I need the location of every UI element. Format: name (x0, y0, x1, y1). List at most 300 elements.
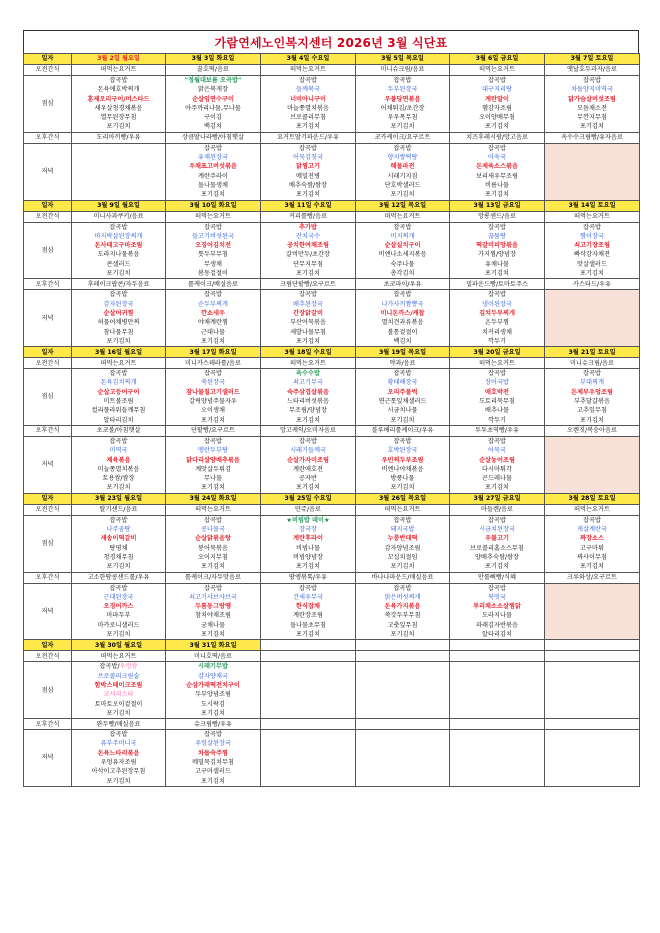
menu-item: 잡곡밥 (488, 437, 506, 445)
pm-snack-row (24, 132, 640, 143)
menu-item: 순살농어조림 (479, 456, 515, 464)
menu-item: 새우살청경채볶음 (94, 104, 143, 112)
menu-item: 우불고기 (485, 535, 509, 543)
dinner-row-cell (72, 436, 166, 493)
pm-snack-cell: 바나나파운드/매실음료 (356, 572, 450, 583)
am-snack-cell: 떠먹는요거트 (166, 504, 261, 515)
date-cell (261, 640, 356, 651)
menu-item: 고구마튀 (580, 544, 604, 552)
menu-item: 우우목무침 (387, 114, 418, 122)
menu-item: 포기김치 (485, 563, 509, 571)
menu-item: 두부양념조림 (195, 691, 231, 699)
menu-item: 계란주라이 (198, 172, 228, 180)
menu-item: 오징어김치전 (195, 242, 231, 250)
lunch-row-cell (356, 369, 450, 426)
menu-item: 온두부찜 (485, 319, 509, 327)
menu-item: 잡곡밥 (109, 731, 128, 739)
menu-item: 포기김치 (390, 563, 415, 571)
menu-item: 쇠고기무국 (293, 379, 323, 387)
date-header-row (24, 493, 640, 504)
pm-snack-cell: 상큼딸나라빵/아침햇살 (166, 132, 261, 143)
lunch-row-cell (166, 76, 261, 133)
menu-item: 백김치 (393, 337, 412, 345)
am-snack-cell: 옛날호두과자/음료 (545, 65, 640, 76)
menu-item: 토마토오이겉절이 (94, 700, 143, 708)
am-snack-cell: 망롱센드/음료 (450, 211, 545, 222)
menu-item: 브로콜리무침 (290, 114, 326, 122)
menu-item: 비엔나야채볶음 (381, 465, 424, 473)
menu-item: 잡곡밥 (393, 77, 412, 84)
menu-item: 바지락살된장찌개 (94, 232, 143, 240)
menu-item: 무깐지무침 (577, 114, 607, 122)
menu-item: 잡곡밥 (583, 370, 601, 378)
menu-item: 돈사태고구마조림 (94, 242, 143, 250)
menu-item: 도시락김 (201, 700, 225, 708)
pm-snack-cell: 블루베리롤케이크/우유 (356, 425, 450, 436)
menu-item: 잡곡밥 (204, 370, 222, 378)
menu-item: 잡곡밥 (393, 370, 412, 378)
menu-item: 콘샐러드 (106, 260, 131, 268)
pm-snack-cell: 옥수수크림빵/유자음료 (545, 132, 640, 143)
date-cell: 3월 9일 월요일 (72, 200, 166, 211)
row-label: 오후간식 (24, 132, 72, 143)
date-cell: 3월 31일 화요일 (166, 640, 261, 651)
lunch-row-cell (72, 76, 166, 133)
row-label: 점심 (24, 369, 72, 426)
menu-item: 잡곡밥 (204, 437, 222, 445)
menu-item: 브로콜리홈소스무침 (470, 544, 524, 552)
am-snack-cell: 떠먹는요거트 (72, 358, 166, 369)
row-label: 점심 (24, 76, 72, 133)
pm-snack-cell (545, 719, 640, 730)
menu-item: 새송이떡갈비 (100, 535, 137, 543)
menu-item: 도라지나물볶음 (97, 251, 140, 259)
menu-item: 숙주삼겹살볶음 (287, 388, 329, 396)
lunch-row-cell (545, 222, 640, 279)
menu-item: 김치두부찌개 (479, 309, 515, 317)
menu-item: 나가사끼짬뽕국 (381, 300, 424, 308)
am-snack-cell: 만쥬/음료 (261, 504, 356, 515)
lunch-row-cell (545, 515, 640, 572)
pm-snack-cell: 크림단팥빵/요구르트 (261, 279, 356, 290)
menu-item: 잡곡밥 (583, 77, 601, 84)
lunch-row-cell (450, 369, 545, 426)
menu-item: 배추된장국 (293, 300, 323, 308)
menu-item: 부대찌개 (580, 379, 604, 387)
menu-item: 포기김치 (106, 777, 131, 785)
menu-item: 미트볼조림 (103, 398, 134, 406)
menu-item: 청경채무침 (103, 553, 134, 561)
menu-item: 메밀전병 (296, 172, 320, 180)
menu-item: 계란장조림 (293, 612, 323, 620)
menu-item: 무생채 (204, 260, 222, 268)
menu-item: 간장닭갈비 (293, 309, 323, 317)
am-snack-cell: 딸기샌드/음료 (72, 504, 166, 515)
menu-item: 순살닭볶음탕 (195, 535, 231, 543)
am-snack-cell: 떠먹는요거트 (545, 211, 640, 222)
menu-item: 포기김치 (201, 484, 225, 492)
pm-snack-cell: 완두빵/매실음료 (72, 719, 166, 730)
am-snack-cell: 미니호떡/음료 (166, 651, 261, 662)
date-cell (356, 640, 450, 651)
menu-item: 짬이장국 (580, 232, 604, 240)
lunch-row-cell (261, 369, 356, 426)
menu-item: 잡곡밥 (109, 370, 128, 378)
menu-item: 닭가슴살버섯조림 (568, 95, 616, 103)
menu-item: 토용쌈/쌈장 (102, 475, 135, 483)
lunch-row-cell (450, 515, 545, 572)
lunch-row-cell (166, 515, 261, 572)
am-snack-row (24, 358, 640, 369)
menu-item: 잡곡밥 (488, 584, 506, 592)
date-cell: 3월 25일 수요일 (261, 493, 356, 504)
menu-item: 두부된장국 (387, 86, 418, 94)
row-label: 일자 (24, 347, 72, 358)
menu-item: 어묵김칫국 (293, 154, 323, 162)
menu-item: 치커리생채 (482, 328, 512, 336)
lunch-row-cell (450, 76, 545, 133)
menu-item: 마파두부 (106, 612, 131, 620)
date-cell: 3월 3일 화요일 (166, 54, 261, 65)
pm-snack-cell: 도리아끼빵/우유 (72, 132, 166, 143)
dinner-row-cell (261, 730, 356, 787)
menu-item: 차돌숙주찜 (198, 749, 228, 757)
date-header-row (24, 640, 640, 651)
menu-item: 포기김치 (296, 416, 320, 424)
date-cell: 3월 4일 수요일 (261, 54, 356, 65)
row-label: 오후간식 (24, 719, 72, 730)
menu-item: 돌나물생채 (198, 181, 228, 189)
menu-item: 포기김치 (485, 484, 509, 492)
dinner-row-cell (450, 436, 545, 493)
lunch-row-cell (166, 222, 261, 279)
date-cell: 3월 5일 목요일 (356, 54, 450, 65)
menu-item: 탕평채 (109, 544, 128, 552)
menu-item: 포기김치 (580, 563, 604, 571)
menu-item: 다시마튀각 (482, 465, 512, 473)
menu-item: 양지쌀떡탕 (387, 154, 418, 162)
am-snack-cell: 미니슈크림/음료 (356, 65, 450, 76)
menu-item: 포기김치 (390, 416, 415, 424)
menu-item: 아삭이고추된장무침 (91, 768, 146, 776)
am-snack-cell: 떠먹는요거트 (356, 504, 450, 515)
menu-item: 포기김치 (201, 563, 225, 571)
menu-item: 아주까리나물,무나물 (185, 104, 241, 112)
menu-item: 구이김 (204, 114, 222, 122)
menu-item: 고춧잎무침 (387, 621, 418, 629)
dinner-row-cell (450, 290, 545, 347)
menu-item: 잡곡밥 (393, 291, 412, 299)
menu-item: 잡곡밥 (488, 370, 506, 378)
menu-item: 오이지무침 (198, 553, 228, 561)
row-label: 오후간식 (24, 572, 72, 583)
menu-item: 맹란두부탕 (198, 447, 228, 455)
dinner-row-cell (166, 583, 261, 640)
dinner-row-cell (450, 143, 545, 200)
pm-snack-row (24, 719, 640, 730)
row-label: 점심 (24, 515, 72, 572)
menu-item: 단무지무침 (293, 260, 323, 268)
pm-snack-cell: 롤케이크/자두맛음료 (166, 572, 261, 583)
dinner-row-cell (166, 290, 261, 347)
date-cell: 3월 23일 월요일 (72, 493, 166, 504)
menu-item: 무조림/양념장 (289, 407, 327, 415)
am-snack-cell: 떠먹는요거트 (166, 211, 261, 222)
menu-item: 추가밥 (299, 223, 317, 231)
row-label: 저녁 (24, 436, 72, 493)
menu-item: 게살계란국 (577, 526, 607, 534)
row-label: 일자 (24, 640, 72, 651)
menu-item: 포기김치 (580, 270, 604, 278)
menu-item: 포기김치 (201, 191, 225, 199)
menu-item: 방풍나물 (390, 475, 415, 483)
dinner-row-cell (545, 290, 640, 347)
menu-item: 야채계란찜 (198, 319, 228, 327)
menu-item: 우민찌두부조림 (381, 456, 424, 464)
menu-item: 유채된장국 (198, 154, 228, 162)
dinner-row (24, 143, 640, 200)
date-cell: 3월 18일 수요일 (261, 347, 356, 358)
menu-item: 순살고등어구이 (97, 388, 140, 396)
lunch-row-cell (166, 369, 261, 426)
menu-item: 잡곡밥 (299, 291, 317, 299)
menu-item: 잡곡밥 (204, 223, 222, 231)
lunch-row-cell (261, 662, 356, 719)
menu-item: 고추잎무침 (577, 407, 607, 415)
dinner-row-cell (72, 290, 166, 347)
menu-item: 순살임연수구이 (192, 95, 234, 103)
pm-snack-cell: 슈크림빵/우유 (166, 719, 261, 730)
date-cell: 3월 2일 월요일 (72, 54, 166, 65)
date-cell: 3월 26일 목요일 (356, 493, 450, 504)
pm-snack-cell (261, 719, 356, 730)
menu-item: 쑥된장국 (201, 379, 225, 387)
menu-item: 포기김치 (106, 484, 131, 492)
menu-item: 비름나물 (485, 181, 509, 189)
menu-item: 잡곡밥 (299, 584, 317, 592)
lunch-row-cell (545, 76, 640, 133)
menu-item: 장국장 (299, 526, 317, 534)
dinner-row (24, 730, 640, 787)
am-snack-row (24, 651, 640, 662)
menu-item: 훈제오리구이/머스타드 (87, 95, 150, 103)
menu-item: 알타리김치 (103, 416, 134, 424)
dinner-row-cell (261, 290, 356, 347)
dinner-row-cell (166, 730, 261, 787)
menu-item: 어묵국 (488, 447, 506, 455)
menu-item: 포기김치 (296, 191, 320, 199)
menu-item: 갈릭양념주물자우 (189, 398, 237, 406)
menu-item: 열무된장무침 (100, 114, 137, 122)
menu-item: 잡곡밥 (109, 437, 128, 445)
pm-snack-cell: 카스타드/우유 (545, 279, 640, 290)
menu-item: 브로콜리크림숩 (97, 672, 140, 680)
menu-item: 잡곡밥 (393, 144, 412, 152)
menu-item: 잡곡밥/우렁쌈 (99, 663, 138, 671)
menu-item: 북엇국 (488, 593, 506, 601)
date-cell: 3월 12일 목요일 (356, 200, 450, 211)
menu-item: 단호박샐러드 (384, 181, 421, 189)
menu-item: 오징어까스 (103, 603, 134, 611)
dinner-row-cell (356, 290, 450, 347)
menu-item: 잡곡밥 (393, 584, 412, 592)
menu-item: 포기김치 (106, 709, 131, 717)
menu-item: 잡곡밥 (204, 731, 222, 739)
menu-item: 계란말이 (485, 95, 509, 103)
menu-item: 잡곡밥 (488, 77, 506, 84)
menu-item: 갈비만두/초간장 (286, 251, 330, 259)
menu-item: 잡곡밥 (204, 516, 222, 524)
lunch-row-cell (72, 222, 166, 279)
menu-item: 잡곡밥 (488, 516, 506, 524)
menu-item: 돈육김치찌개 (100, 379, 137, 387)
row-label: 점심 (24, 222, 72, 279)
menu-item: 포기김치 (390, 484, 415, 492)
menu-item: 포기김치 (106, 563, 131, 571)
menu-item: 잡곡밥 (109, 223, 128, 231)
menu-item: 쇠고기장조림 (574, 242, 610, 250)
am-snack-cell: 꿀호떡/음료 (166, 65, 261, 76)
menu-item: 잡곡밥 (488, 291, 506, 299)
row-label: 저녁 (24, 730, 72, 787)
lunch-row-cell (261, 76, 356, 133)
menu-item: 떡갈비피망볶음 (476, 242, 518, 250)
menu-item: 배추나물 (485, 407, 509, 415)
date-cell: 3월 13일 금요일 (450, 200, 545, 211)
menu-item: 미니돈까스/케찹 (380, 309, 425, 317)
dinner-row (24, 583, 640, 640)
lunch-row-cell (166, 662, 261, 719)
menu-item: 포기김치 (296, 337, 320, 345)
dinner-row-cell (545, 436, 640, 493)
dinner-row-cell (166, 436, 261, 493)
menu-item: 세발나물무침 (290, 328, 326, 336)
date-cell: 3월 19일 목요일 (356, 347, 450, 358)
am-snack-row (24, 211, 640, 222)
am-snack-cell: 떠먹는요거트 (72, 65, 166, 76)
menu-item: 순살어귀찜 (103, 309, 134, 317)
menu-item: 우렁살된장국 (195, 740, 231, 748)
menu-item: 고구마샐러드 (195, 768, 231, 776)
dinner-row-cell (545, 143, 640, 200)
dinner-row-cell (356, 583, 450, 640)
date-cell: 3월 7일 토요일 (545, 54, 640, 65)
am-snack-cell: 떠먹는요거트 (450, 358, 545, 369)
menu-item: 짜사이무침 (577, 553, 607, 561)
menu-item: 감자양념조림 (384, 544, 421, 552)
lunch-row (24, 515, 640, 572)
menu-item: 마카로니샐러드 (97, 621, 140, 629)
menu-item: 돼지국밥 (390, 526, 415, 534)
am-snack-cell (261, 651, 356, 662)
menu-item: 잡곡밥 (393, 437, 412, 445)
date-cell: 3월 14일 토요일 (545, 200, 640, 211)
menu-item: 잡곡밥 (204, 291, 222, 299)
menu-item: 두툼동그랑땡 (195, 603, 231, 611)
menu-item: 포기김치 (106, 631, 131, 639)
menu-item: 잡곡밥 (204, 584, 222, 592)
menu-item: 돈육가지볶음 (384, 603, 421, 611)
am-snack-cell: 떠먹는요거트 (545, 504, 640, 515)
menu-item: 쑥갓두부무침 (384, 612, 421, 620)
row-label: 오전간식 (24, 504, 72, 515)
menu-table (23, 53, 640, 787)
menu-item: 어채튀김/초간장 (380, 104, 425, 112)
menu-item: 돈육느타리볶음 (97, 749, 140, 757)
lunch-row-cell (72, 662, 166, 719)
pm-snack-cell: 요거트딸기파운드/우유 (261, 132, 356, 143)
pm-snack-cell: 초코볼/아침햇살 (72, 425, 166, 436)
menu-item: 포기김치 (390, 123, 415, 131)
dinner-row-cell (450, 583, 545, 640)
lunch-row-cell (356, 76, 450, 133)
menu-item: 너비아니구이 (290, 95, 326, 103)
menu-item: 포기김치 (296, 123, 320, 131)
menu-item: 꼬십치절임 (387, 553, 418, 561)
menu-item: 비지찌개 (390, 232, 415, 240)
pm-snack-cell: 크루와상/요구르트 (545, 572, 640, 583)
row-label: 저녁 (24, 143, 72, 200)
dinner-row-cell (166, 143, 261, 200)
menu-item: 대구지리탕 (482, 86, 512, 94)
lunch-row-cell (261, 222, 356, 279)
menu-item: 잡곡밥 (393, 516, 412, 524)
lunch-row-cell (261, 515, 356, 572)
menu-item: 모듬채소전 (577, 104, 607, 112)
menu-item: 비빔나물 (296, 544, 320, 552)
menu-item: 짜장소스 (580, 535, 604, 543)
menu-item: 계란후라이 (293, 535, 323, 543)
am-snack-cell: 떠먹는요거트 (72, 651, 166, 662)
am-snack-cell: 떠먹는요거트 (261, 65, 356, 76)
lunch-row (24, 662, 640, 719)
menu-item: 볼통겉절이 (387, 328, 418, 336)
menu-item: 돈제부우엉조림 (571, 388, 613, 396)
menu-item: 돈육애호박찌개 (97, 86, 140, 94)
menu-item: 유부주머니국 (100, 740, 137, 748)
menu-page (23, 30, 639, 787)
menu-item: 깍두기 (488, 416, 506, 424)
am-snack-cell: 떠먹는요거트 (356, 211, 450, 222)
dinner-row-cell (356, 730, 450, 787)
menu-item: 돌나물초무침 (290, 621, 326, 629)
lunch-row (24, 76, 640, 133)
menu-item: 우엉유자조림 (100, 759, 137, 767)
lunch-row-cell (356, 515, 450, 572)
menu-item: 참나물무침 (103, 328, 134, 336)
menu-item: 포기김치 (485, 191, 509, 199)
menu-item: "정월대보름 오곡밥" (184, 77, 242, 84)
menu-item: 순삼가래떡전치구이 (186, 681, 240, 689)
date-cell: 3월 28일 토요일 (545, 493, 640, 504)
date-header-row (24, 54, 640, 65)
menu-item: 콩나물국 (201, 526, 225, 534)
row-label: 오전간식 (24, 358, 72, 369)
row-label: 오전간식 (24, 211, 72, 222)
menu-item: 해물파전 (390, 163, 415, 171)
menu-item: 잡곡밥 (204, 144, 222, 152)
dinner-row (24, 436, 640, 493)
menu-item: 근대나물 (201, 328, 225, 336)
dinner-row-cell (356, 143, 450, 200)
menu-item: 보리새우무조림 (476, 172, 518, 180)
menu-item: 맑은버섯찌개 (384, 593, 421, 601)
menu-item: 잡곡밥 (488, 144, 506, 152)
date-cell: 3월 20일 금요일 (450, 347, 545, 358)
dinner-row-cell (261, 436, 356, 493)
lunch-row-cell (356, 662, 450, 719)
pm-snack-cell: 망고케익/오미자음료 (261, 425, 356, 436)
